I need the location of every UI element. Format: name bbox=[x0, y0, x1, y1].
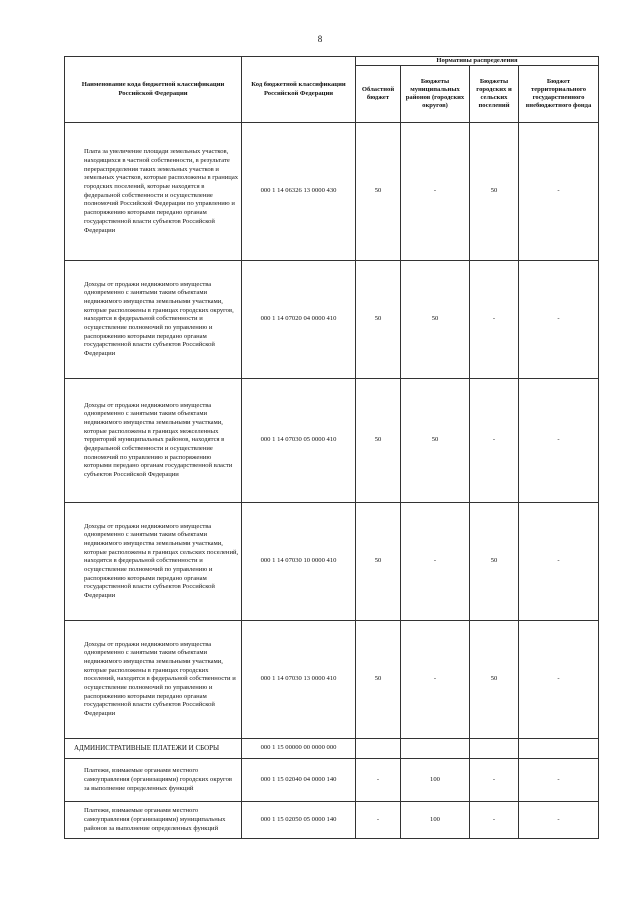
row-regional-value: - bbox=[356, 802, 401, 839]
table-row bbox=[65, 379, 599, 503]
header-extrabudgetary-fund: Бюджет территориального государственного внебюджетного фонда bbox=[519, 66, 599, 123]
row-municipal-value: - bbox=[401, 123, 470, 261]
row-code: 000 1 14 06326 13 0000 430 bbox=[242, 123, 356, 261]
row-name: Доходы от продажи недвижимого имущества одновременно с занятыми таким объектами недвижимого имущества земельными участками, которые расположены в границах городских поселений, находятся в федеральной собственности и осуществление полномочий по управлению и распоряжению которыми передано органам государственной власти субъектов Российской Федерации bbox=[65, 621, 242, 739]
row-code: 000 1 14 07020 04 0000 410 bbox=[242, 261, 356, 379]
row-fund-value: - bbox=[519, 503, 599, 621]
row-settlement-value: - bbox=[470, 261, 519, 379]
row-name: Платежи, взимаемые органами местного самоуправления (организациями) городских округов за выполнение определенных функций bbox=[65, 759, 242, 802]
row-code: 000 1 15 02040 04 0000 140 bbox=[242, 759, 356, 802]
row-municipal-value: - bbox=[401, 621, 470, 739]
header-norms-group: Нормативы распределения bbox=[356, 57, 599, 66]
row-code: 000 1 14 07030 13 0000 410 bbox=[242, 621, 356, 739]
row-regional-value: 50 bbox=[356, 261, 401, 379]
empty-cell bbox=[470, 739, 519, 759]
header-name-column: Наименование кода бюджетной классификации Российской Федерации bbox=[65, 57, 242, 123]
budget-classification-table bbox=[64, 56, 599, 839]
empty-cell bbox=[519, 739, 599, 759]
row-regional-value: 50 bbox=[356, 621, 401, 739]
row-fund-value: - bbox=[519, 379, 599, 503]
section-name: АДМИНИСТРАТИВНЫЕ ПЛАТЕЖИ И СБОРЫ bbox=[65, 739, 242, 759]
row-settlement-value: - bbox=[470, 802, 519, 839]
section-row bbox=[65, 739, 599, 759]
row-code: 000 1 15 02050 05 0000 140 bbox=[242, 802, 356, 839]
row-name: Доходы от продажи недвижимого имущества одновременно с занятыми таким объектами недвижимого имущества земельными участками, которые расположены в границах сельских поселений, находятся в федеральной собственности и осуществление полномочий по управлению и распоряжению которыми передано органам государственной власти субъектов Российской Федерации bbox=[65, 503, 242, 621]
row-regional-value: - bbox=[356, 759, 401, 802]
row-fund-value: - bbox=[519, 759, 599, 802]
row-regional-value: 50 bbox=[356, 379, 401, 503]
row-code: 000 1 14 07030 05 0000 410 bbox=[242, 379, 356, 503]
header-regional-budget: Областной бюджет bbox=[356, 66, 401, 123]
table-row bbox=[65, 503, 599, 621]
row-name: Доходы от продажи недвижимого имущества одновременно с занятыми таким объектами недвижимого имущества земельными участками, которые расположены в границах межселенных территорий муниципальных районов, находятся в федеральной собственности и осуществление полномочий по управлению и распоряжению которыми передано органам государственной власти субъектов Российской Федерации bbox=[65, 379, 242, 503]
row-settlement-value: 50 bbox=[470, 621, 519, 739]
header-municipal-budgets: Бюджеты муниципальных районов (городских округов) bbox=[401, 66, 470, 123]
table-row bbox=[65, 802, 599, 839]
table-row bbox=[65, 261, 599, 379]
row-regional-value: 50 bbox=[356, 123, 401, 261]
row-municipal-value: 50 bbox=[401, 379, 470, 503]
row-name: Плата за увеличение площади земельных участков, находящихся в частной собственности, в результате перераспределения таких земельных участков и земельных участков, которые расположены в границах городских поселений, которые находятся в федеральной собственности и осуществление полномочий Российской Федерации по управлению и распоряжению которыми передано органам государственной власти субъектов Российской Федерации bbox=[65, 123, 242, 261]
table-row bbox=[65, 759, 599, 802]
row-fund-value: - bbox=[519, 802, 599, 839]
table-row bbox=[65, 621, 599, 739]
table-row bbox=[65, 123, 599, 261]
page-number: 8 bbox=[317, 34, 323, 44]
row-fund-value: - bbox=[519, 123, 599, 261]
header-code-column: Код бюджетной классификации Российской Федерации bbox=[242, 57, 356, 123]
section-code: 000 1 15 00000 00 0000 000 bbox=[242, 739, 356, 759]
row-name: Доходы от продажи недвижимого имущества одновременно с занятыми таким объектами недвижимого имущества земельными участками, которые расположены в границах городских округов, находятся в федеральной собственности и осуществление полномочий по управлению и распоряжению которыми передано органам государственной власти субъектов Российской Федерации bbox=[65, 261, 242, 379]
row-settlement-value: 50 bbox=[470, 123, 519, 261]
header-settlement-budgets: Бюджеты городских и сельских поселений bbox=[470, 66, 519, 123]
row-settlement-value: - bbox=[470, 379, 519, 503]
empty-cell bbox=[356, 739, 401, 759]
row-code: 000 1 14 07030 10 0000 410 bbox=[242, 503, 356, 621]
row-settlement-value: - bbox=[470, 759, 519, 802]
empty-cell bbox=[401, 739, 470, 759]
row-municipal-value: 100 bbox=[401, 802, 470, 839]
row-settlement-value: 50 bbox=[470, 503, 519, 621]
row-fund-value: - bbox=[519, 621, 599, 739]
row-regional-value: 50 bbox=[356, 503, 401, 621]
row-municipal-value: 50 bbox=[401, 261, 470, 379]
row-name: Платежи, взимаемые органами местного самоуправления (организациями) муниципальных районов за выполнение определенных функций bbox=[65, 802, 242, 839]
row-municipal-value: - bbox=[401, 503, 470, 621]
row-fund-value: - bbox=[519, 261, 599, 379]
row-municipal-value: 100 bbox=[401, 759, 470, 802]
